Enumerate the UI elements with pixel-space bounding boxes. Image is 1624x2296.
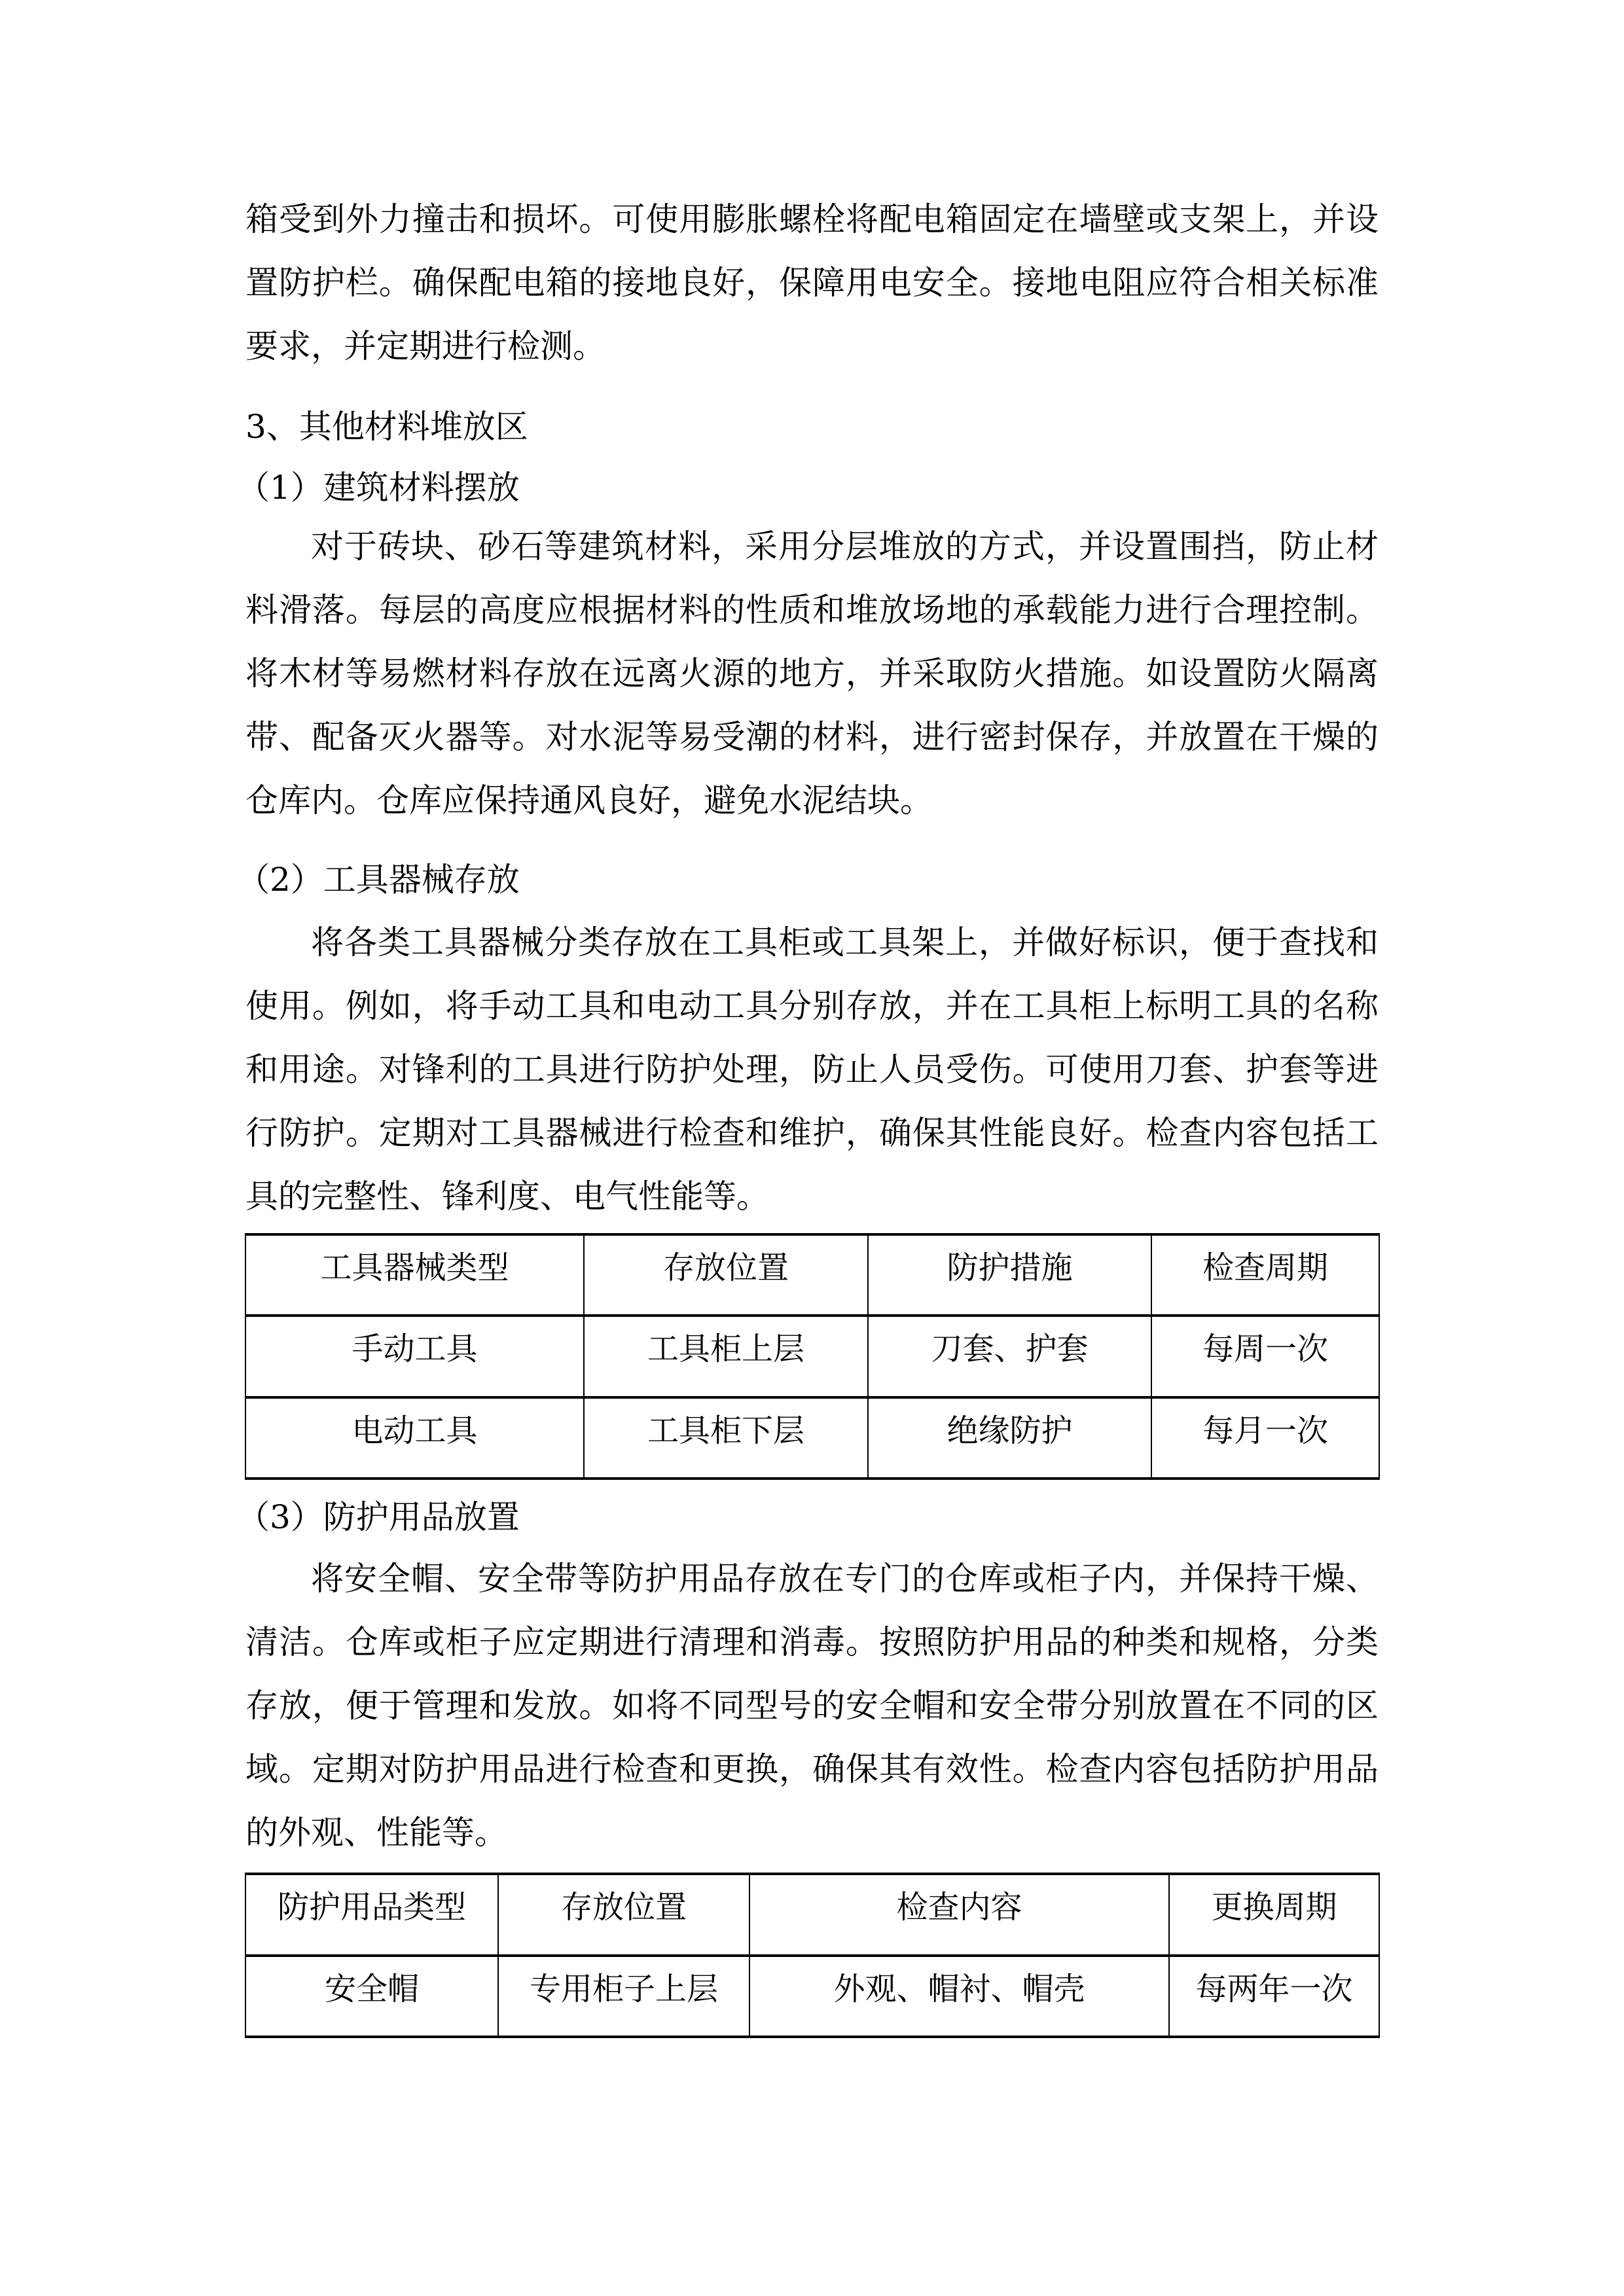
table-cell: 电动工具 [245,1397,584,1479]
table-row [245,1397,1379,1479]
table-cell: 绝缘防护 [868,1397,1151,1479]
table-cell: 每周一次 [1151,1316,1379,1397]
table-header-cell: 更换周期 [1169,1874,1379,1956]
tool-storage-table [245,1233,1380,1480]
subsection-heading-2: （2）工具器械存放 [237,861,520,899]
table-cell: 每两年一次 [1169,1956,1379,2037]
protective-equipment-table [245,1873,1380,2038]
section-heading: 3、其他材料堆放区 [245,408,528,446]
table-cell: 外观、帽衬、帽壳 [749,1956,1169,2037]
table-header-row [245,1874,1379,1956]
table-cell: 工具柜下层 [584,1397,868,1479]
table-header-cell: 检查周期 [1151,1234,1379,1316]
table-cell: 工具柜上层 [584,1316,868,1397]
table-row [245,1956,1379,2037]
table-cell: 安全帽 [245,1956,498,2037]
subsection-body-2: 将各类工具器械分类存放在工具柜或工具架上，并做好标识，便于查找和使用。例如，将手动工具和电动工具分别存放，并在工具柜上标明工具的名称和用途。对锋利的工具进行防护处理，防止人员受伤。可使用刀套、护套等进行防护。定期对工具器械进行检查和维护，确保其性能良好。检查内容包括工具的完整性、锋利度、电气性能等。 [245,924,1379,1215]
table-header-cell: 防护措施 [868,1234,1151,1316]
table-header-cell: 存放位置 [498,1874,749,1956]
table-header-cell: 工具器械类型 [245,1234,584,1316]
subsection-heading-1: （1）建筑材料摆放 [237,469,520,507]
table-header-cell: 存放位置 [584,1234,868,1316]
table-header-row [245,1234,1379,1316]
table-cell: 每月一次 [1151,1397,1379,1479]
table-header-cell: 防护用品类型 [245,1874,498,1956]
table-cell: 手动工具 [245,1316,584,1397]
subsection-heading-3: （3）防护用品放置 [237,1498,520,1536]
table-header-cell: 检查内容 [749,1874,1169,1956]
table-cell: 专用柜子上层 [498,1956,749,2037]
continued-paragraph: 箱受到外力撞击和损坏。可使用膨胀螺栓将配电箱固定在墙壁或支架上，并设置防护栏。确保配电箱的接地良好，保障用电安全。接地电阻应符合相关标准要求，并定期进行检测。 [245,200,1379,365]
subsection-body-1: 对于砖块、砂石等建筑材料，采用分层堆放的方式，并设置围挡，防止材料滑落。每层的高度应根据材料的性质和堆放场地的承载能力进行合理控制。将木材等易燃材料存放在远离火源的地方，并采取防火措施。如设置防火隔离带、配备灭火器等。对水泥等易受潮的材料，进行密封保存，并放置在干燥的仓库内。仓库应保持通风良好，避免水泥结块。 [245,528,1379,819]
table-cell: 刀套、护套 [868,1316,1151,1397]
table-row [245,1316,1379,1397]
subsection-body-3: 将安全帽、安全带等防护用品存放在专门的仓库或柜子内，并保持干燥、清洁。仓库或柜子应定期进行清理和消毒。按照防护用品的种类和规格，分类存放，便于管理和发放。如将不同型号的安全帽和安全带分别放置在不同的区域。定期对防护用品进行检查和更换，确保其有效性。检查内容包括防护用品的外观、性能等。 [245,1560,1379,1852]
